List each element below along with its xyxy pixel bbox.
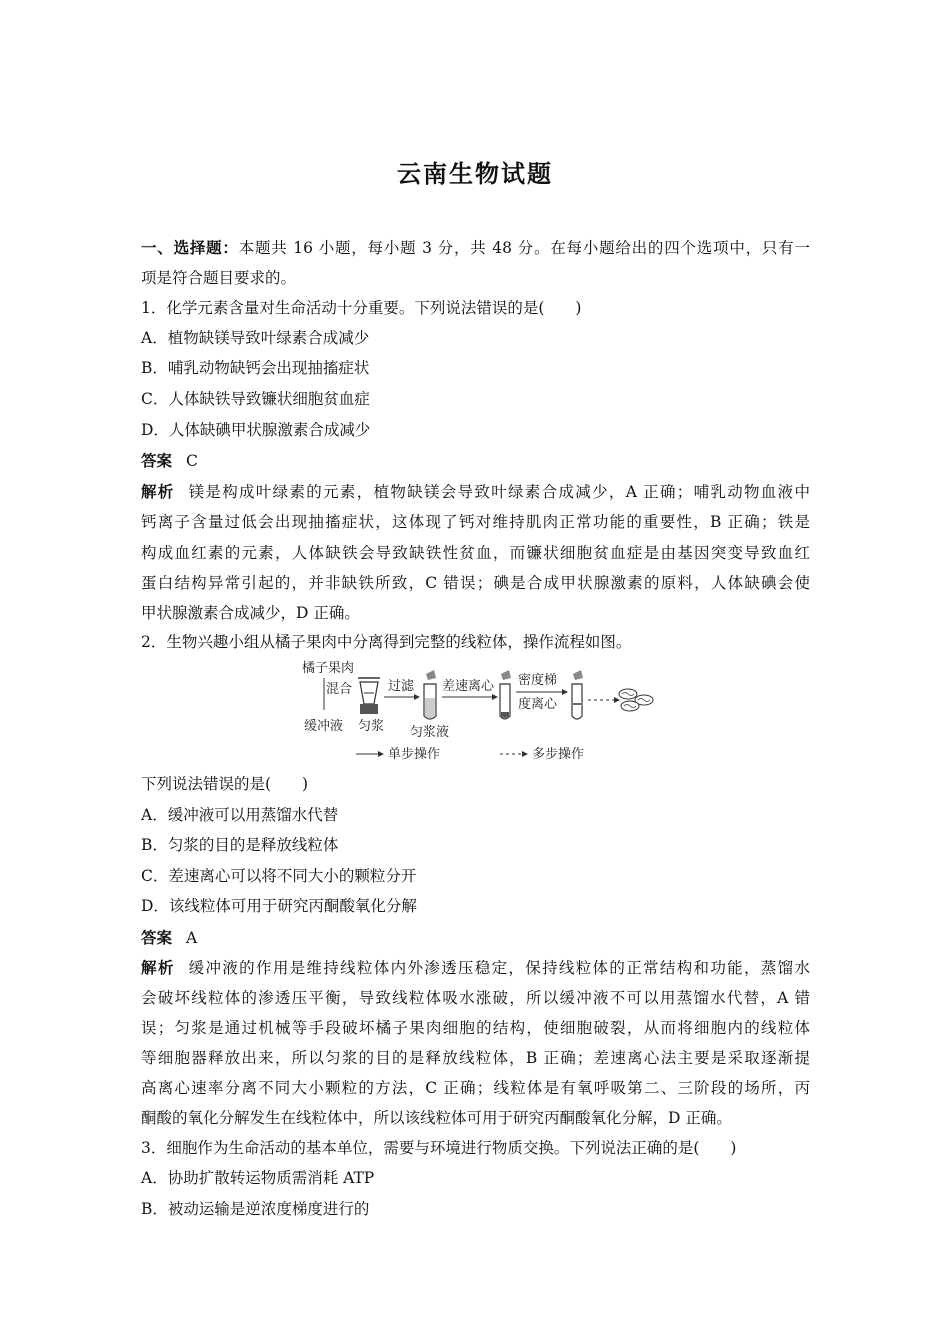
answer-label: 答案 xyxy=(141,452,173,470)
q1-analysis-2: 钙离子含量过低会出现抽搐症状，这体现了钙对维持肌肉正常功能的重要性，B 正确；铁是 xyxy=(141,513,810,531)
q2-option-c: C．差速离心可以将不同大小的颗粒分开 xyxy=(141,867,417,885)
fig-orange-label: 橘子果肉 xyxy=(302,661,355,676)
legend-single-step: 单步操作 xyxy=(388,747,441,762)
analysis-label: 解析 xyxy=(141,483,175,501)
q1-option-a: A．植物缺镁导致叶绿素合成减少 xyxy=(141,329,370,347)
tube-homogenate-icon xyxy=(424,670,436,719)
q1-option-c: C．人体缺铁导致镰状细胞贫血症 xyxy=(141,390,370,408)
fig-mix-label: 混合 xyxy=(326,682,353,697)
flow-diagram xyxy=(296,660,656,766)
q2-answer xyxy=(141,928,810,948)
fig-dashed-arrowhead xyxy=(614,697,620,703)
q2-stem: 2．生物兴趣小组从橘子果肉中分离得到完整的线粒体，操作流程如图。 xyxy=(141,633,632,651)
q1-option-b: B．哺乳动物缺钙会出现抽搐症状 xyxy=(141,359,370,377)
fig-buffer-label: 缓冲液 xyxy=(304,719,344,734)
q1-analysis-4: 蛋白结构异常引起的，并非缺铁所致，C 错误；碘是合成甲状腺激素的原料，人体缺碘会使 xyxy=(141,574,810,592)
analysis-label: 解析 xyxy=(141,959,175,977)
fig-arrowhead-1 xyxy=(414,694,420,700)
q2-prompt: 下列说法错误的是( ) xyxy=(141,775,309,793)
q2-analysis-1 xyxy=(141,958,810,978)
section-label: 一、选择题： xyxy=(141,239,239,257)
answer-value: A xyxy=(186,929,198,947)
mitochondria-icon xyxy=(619,689,653,711)
fig-homogenate-label: 匀浆液 xyxy=(410,725,450,740)
fig-diff-centrifuge-label: 差速离心 xyxy=(442,679,495,694)
answer-label: 答案 xyxy=(141,929,173,947)
answer-value: C xyxy=(186,452,198,470)
fig-arrowhead-2 xyxy=(492,694,498,700)
section-intro xyxy=(141,238,810,258)
legend-dashed-arrowhead xyxy=(522,751,528,757)
q2-analysis-4: 等细胞器释放出来，所以匀浆的目的是释放线粒体，B 正确；差速离心法主要是采取逐渐提 xyxy=(141,1049,810,1067)
fig-filter-label: 过滤 xyxy=(388,679,415,694)
q2-analysis-2: 会破坏线粒体的渗透压平衡，导致线粒体吸水涨破，所以缓冲液不可以用蒸馏水代替，A 错 xyxy=(141,989,810,1007)
fig-density-label-2: 度离心 xyxy=(518,697,558,712)
fig-homogenize-label: 匀浆 xyxy=(358,719,385,734)
analysis-text: 缓冲液的作用是维持线粒体内外渗透压稳定，保持线粒体的正常结构和功能，蒸馏水 xyxy=(188,959,810,977)
tube-centrifuged-icon xyxy=(500,670,511,719)
section-intro-cont: 项是符合题目要求的。 xyxy=(141,269,297,287)
fig-density-label-1: 密度梯 xyxy=(518,673,558,688)
q2-option-d: D．该线粒体可用于研究丙酮酸氧化分解 xyxy=(141,897,417,915)
q1-analysis-1 xyxy=(141,482,810,502)
q2-option-b: B．匀浆的目的是释放线粒体 xyxy=(141,836,339,854)
page-title: 云南生物试题 xyxy=(397,160,553,188)
section-intro-text: 本题共 16 小题，每小题 3 分，共 48 分。在每小题给出的四个选项中，只有一 xyxy=(238,239,810,257)
q2-analysis-5: 高离心速率分离不同大小颗粒的方法，C 正确；线粒体是有氧呼吸第二、三阶段的场所，丙 xyxy=(141,1079,810,1097)
blender-icon xyxy=(358,678,380,714)
q2-option-a: A．缓冲液可以用蒸馏水代替 xyxy=(141,806,339,824)
q3-option-a: A．协助扩散转运物质需消耗 ATP xyxy=(141,1169,375,1187)
q1-answer xyxy=(141,451,810,471)
fig-arrowhead-3 xyxy=(562,689,568,695)
q2-analysis-3: 误；匀浆是通过机械等手段破坏橘子果肉细胞的结构，使细胞破裂，从而将细胞内的线粒体 xyxy=(141,1019,810,1037)
legend-solid-arrowhead xyxy=(378,751,384,757)
q1-option-d: D．人体缺碘甲状腺激素合成减少 xyxy=(141,421,371,439)
legend-multi-step: 多步操作 xyxy=(532,747,585,762)
q1-analysis-5: 甲状腺激素合成减少，D 正确。 xyxy=(141,604,360,622)
tube-gradient-icon xyxy=(572,670,583,719)
q3-stem: 3．细胞作为生命活动的基本单位，需要与环境进行物质交换。下列说法正确的是( ) xyxy=(141,1139,737,1157)
analysis-text: 镁是构成叶绿素的元素，植物缺镁会导致叶绿素合成减少，A 正确；哺乳动物血液中 xyxy=(188,483,810,501)
q1-stem: 1．化学元素含量对生命活动十分重要。下列说法错误的是( ) xyxy=(141,299,582,317)
q1-analysis-3: 构成血红素的元素，人体缺铁会导致缺铁性贫血，而镰状细胞贫血症是由基因突变导致血红 xyxy=(141,544,810,562)
q2-analysis-6: 酮酸的氧化分解发生在线粒体中，所以该线粒体可用于研究丙酮酸氧化分解，D 正确。 xyxy=(141,1109,732,1127)
q3-option-b: B．被动运输是逆浓度梯度进行的 xyxy=(141,1200,370,1218)
